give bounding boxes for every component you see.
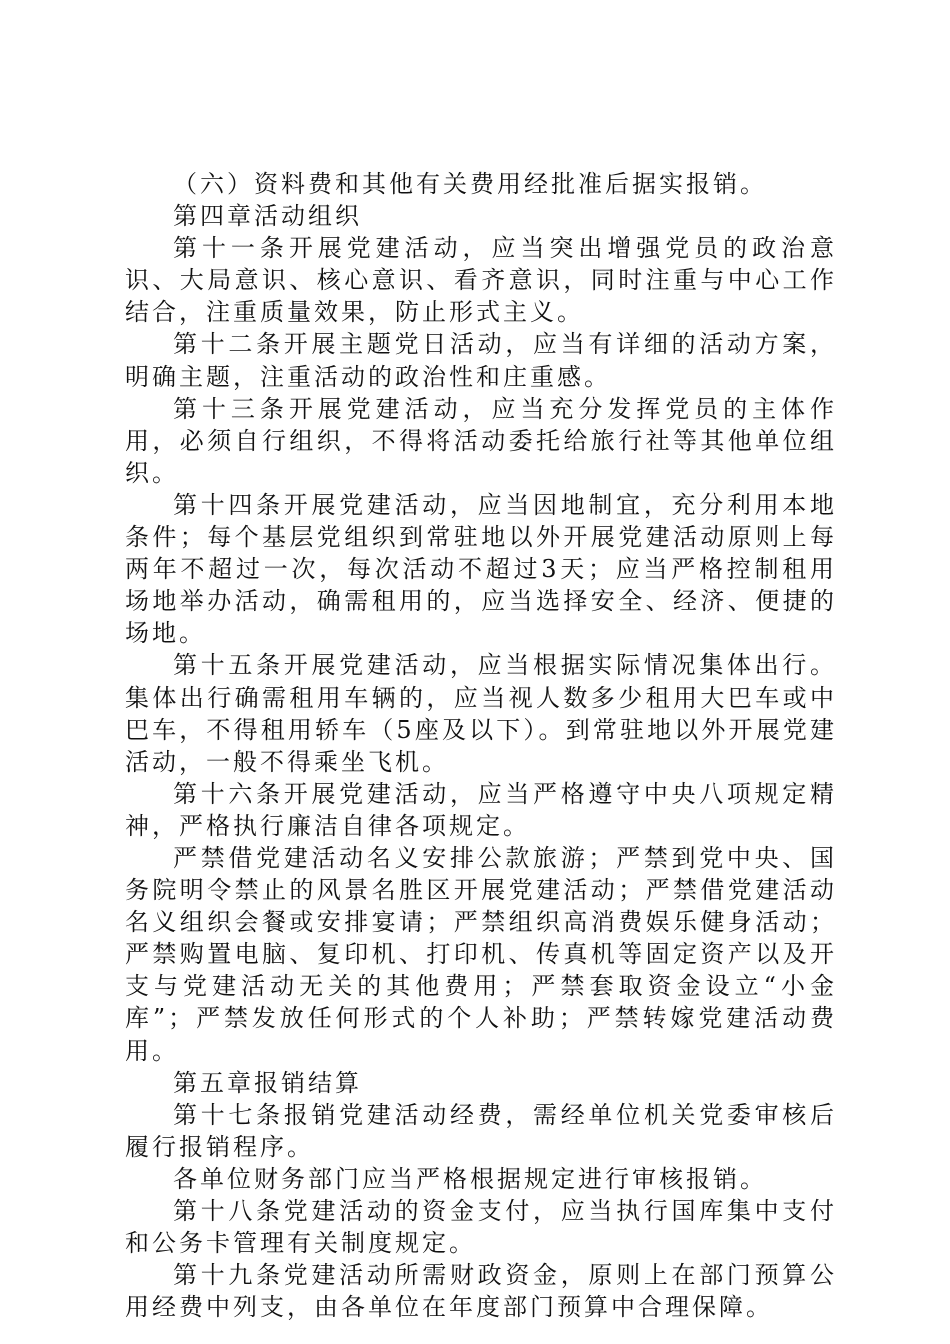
article-16: 第十六条开展党建活动，应当严格遵守中央八项规定精神，严格执行廉洁自律各项规定。 — [125, 779, 837, 840]
chapter-heading-5: 第五章报销结算 — [173, 1068, 362, 1097]
article-19: 第十九条党建活动所需财政资金，原则上在部门预算公用经费中列支，由各单位在年度部门预算中合理保障。 — [125, 1261, 837, 1322]
chapter-heading-4: 第四章活动组织 — [173, 202, 362, 231]
article-13: 第十三条开展党建活动，应当充分发挥党员的主体作用，必须自行组织，不得将活动委托给旅行社等其他单位组织。 — [125, 394, 837, 487]
article-15: 第十五条开展党建活动，应当根据实际情况集体出行。集体出行确需租用车辆的，应当视人数多少租用大巴车或中巴车，不得租用轿车（5座及以下）。到常驻地以外开展党建活动，一般不得乘坐飞机。 — [125, 651, 837, 776]
article-17: 第十七条报销党建活动经费，需经单位机关党委审核后履行报销程序。 — [125, 1100, 837, 1161]
document-body — [125, 168, 837, 1323]
article-14: 第十四条开展党建活动，应当因地制宜，充分利用本地条件；每个基层党组织到常驻地以外开展党建活动原则上每两年不超过一次，每次活动不超过3天；应当严格控制租用场地举办活动，确需租用的，应当选择安全、经济、便捷的场地。 — [125, 490, 837, 648]
finance-review-paragraph: 各单位财务部门应当严格根据规定进行审核报销。 — [173, 1164, 767, 1193]
article-12: 第十二条开展主题党日活动，应当有详细的活动方案，明确主题，注重活动的政治性和庄重感。 — [125, 330, 837, 391]
article-11: 第十一条开展党建活动，应当突出增强党员的政治意识、大局意识、核心意识、看齐意识，同时注重与中心工作结合，注重质量效果，防止形式主义。 — [125, 234, 837, 327]
prohibitions-paragraph: 严禁借党建活动名义安排公款旅游；严禁到党中央、国务院明令禁止的风景名胜区开展党建活动；严禁借党建活动名义组织会餐或安排宴请；严禁组织高消费娱乐健身活动；严禁购置电脑、复印机、打印机、传真机等固定资产以及开支与党建活动无关的其他费用；严禁套取资金设立“小金库”；严禁发放任何形式的个人补助；严禁转嫁党建活动费用。 — [125, 843, 837, 1065]
article-18: 第十八条党建活动的资金支付，应当执行国库集中支付和公务卡管理有关制度规定。 — [125, 1197, 837, 1258]
paragraph-materials-fee: （六）资料费和其他有关费用经批准后据实报销。 — [173, 170, 767, 198]
